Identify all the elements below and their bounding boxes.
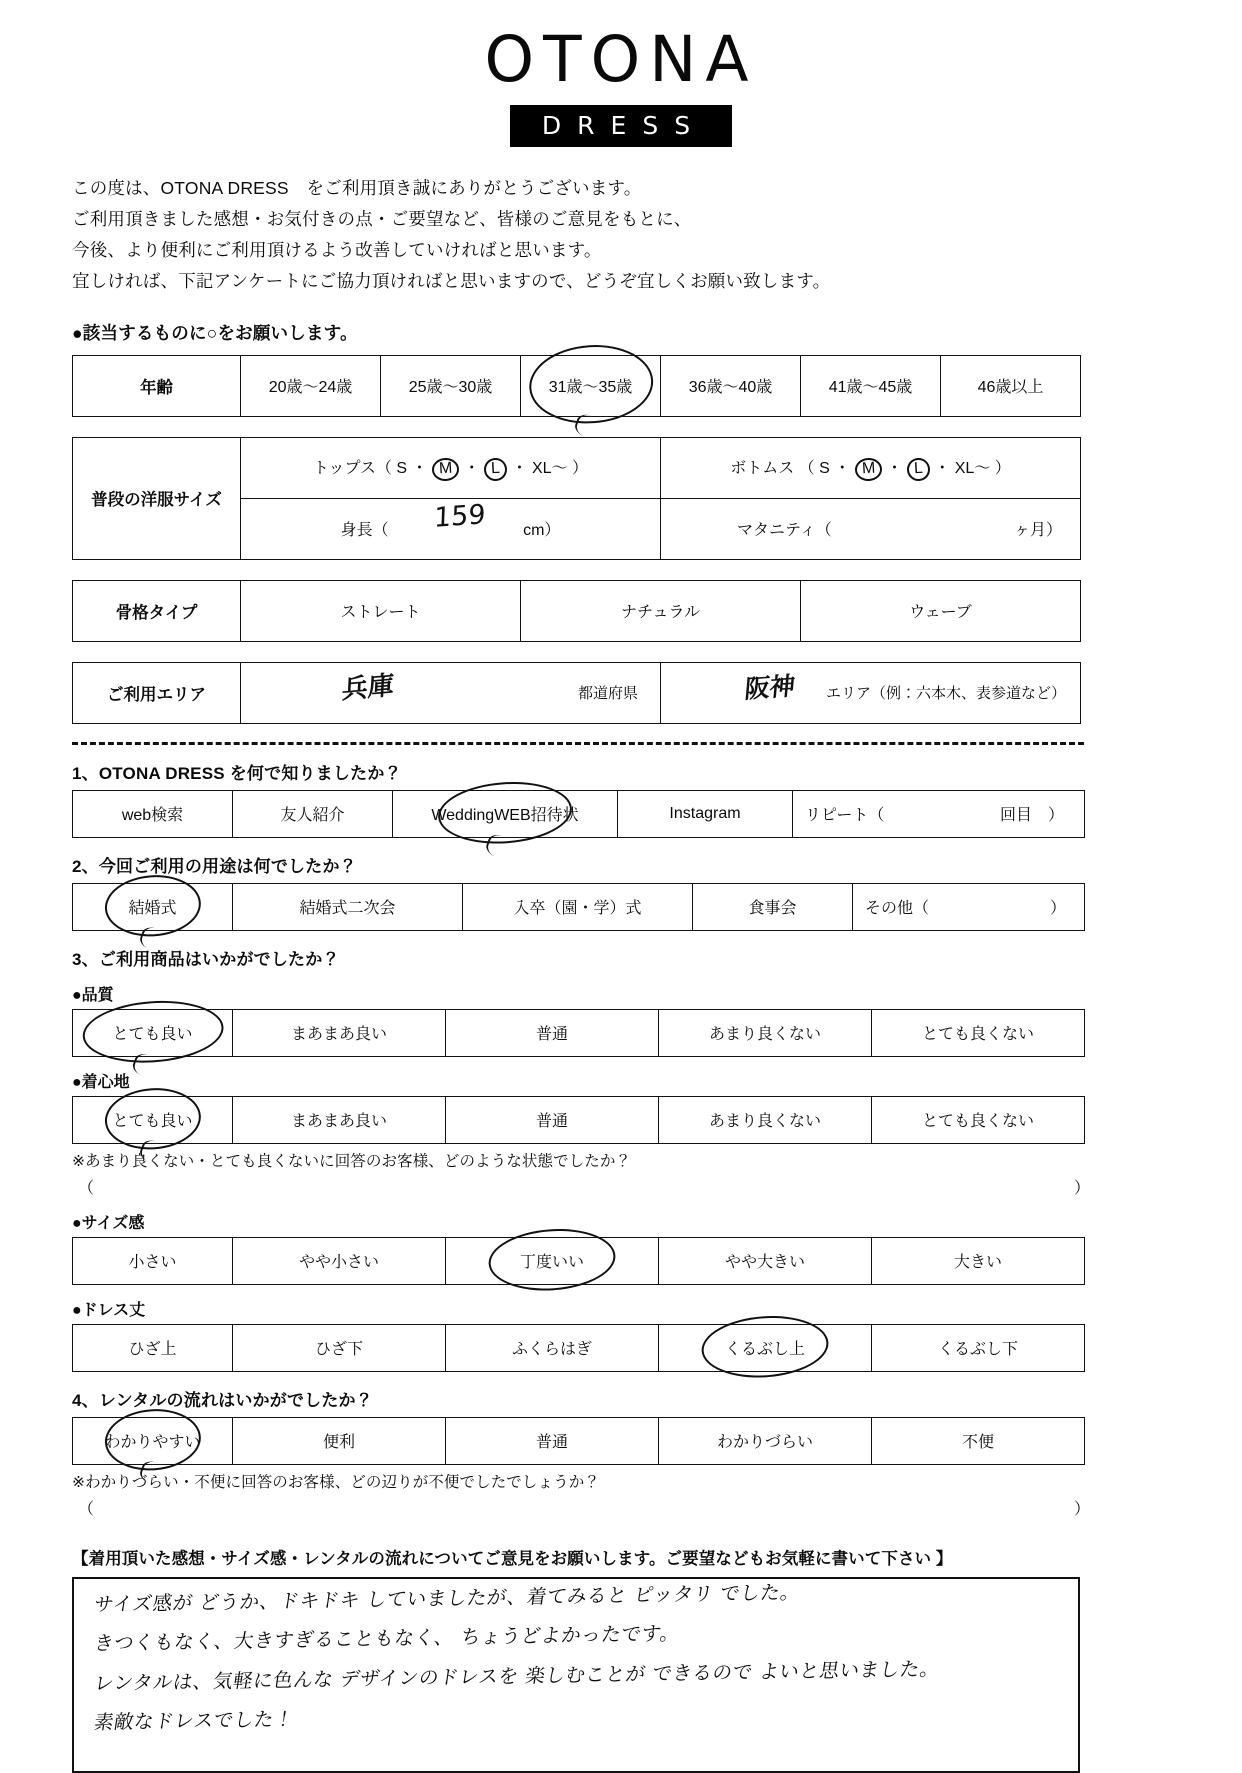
clothing-size-label: 普段の洋服サイズ — [73, 437, 241, 559]
age-option-46-plus[interactable]: 46歳以上 — [941, 355, 1081, 416]
tops-separator: ・ — [463, 459, 480, 477]
prefecture-value: 兵庫 — [340, 670, 395, 705]
height-suffix: cm） — [523, 522, 561, 540]
free-comment-line-3: レンタルは、気軽に色んな デザインのドレスを 楽しむことが できるので よいと思いました。 — [92, 1656, 942, 1695]
skeleton-option-natural[interactable]: ナチュラル — [521, 580, 801, 641]
q4-option-convenient[interactable]: 便利 — [233, 1417, 446, 1464]
length-option-below-knee[interactable]: ひざ下 — [233, 1324, 446, 1371]
height-prefix: 身長（ — [340, 522, 389, 540]
table-row — [73, 1009, 1085, 1056]
table-row — [73, 1096, 1085, 1143]
free-comment-box[interactable] — [72, 1577, 1080, 1773]
length-option-above-ankle[interactable]: くるぶし上 — [659, 1324, 872, 1371]
tops-size-m[interactable]: M — [431, 457, 459, 481]
q3-heading: 3、ご利用商品はいかがでしたか？ — [72, 949, 340, 969]
brand-logo — [0, 0, 1242, 147]
q1-option-instagram[interactable]: Instagram — [618, 790, 793, 837]
age-option-20-24[interactable]: 20歳〜24歳 — [241, 355, 381, 416]
logo-dress-bar: DRESS — [510, 105, 732, 147]
section-divider — [72, 742, 1084, 745]
q2-option-wedding[interactable]: 結婚式 — [73, 883, 233, 930]
q2-option-after-party[interactable]: 結婚式二次会 — [233, 883, 463, 930]
q4-option-hard-to-understand[interactable]: わかりづらい — [659, 1417, 872, 1464]
q1-option-wedding-web-invite[interactable]: WeddingWEB招待状 — [393, 790, 618, 837]
bottoms-size-cell[interactable] — [661, 437, 1081, 498]
q3-fit-table — [72, 1237, 1085, 1285]
fit-option-just-right[interactable]: 丁度いい — [446, 1237, 659, 1284]
table-row — [73, 580, 1081, 641]
intro-line-4: 宜しければ、下記アンケートにご協力頂ければと思いますので、どうぞ宜しくお願い致します。 — [72, 271, 831, 292]
skeleton-option-wave[interactable]: ウェーブ — [801, 580, 1081, 641]
fit-option-slightly-small[interactable]: やや小さい — [233, 1237, 446, 1284]
q2-heading: 2、今回ご利用の用途は何でしたか？ — [72, 856, 357, 876]
height-cell[interactable] — [241, 498, 661, 559]
q4-answer-field[interactable] — [78, 1496, 1090, 1519]
comfort-option-fairly-good[interactable]: まあまあ良い — [233, 1096, 446, 1143]
tops-size-cell[interactable] — [241, 437, 661, 498]
clothing-size-table — [72, 437, 1081, 560]
age-option-31-35[interactable]: 31歳〜35歳 — [521, 355, 661, 416]
q2-option-ceremony[interactable]: 入卒（園・学）式 — [463, 883, 693, 930]
q3-comfort-table — [72, 1096, 1085, 1144]
fit-option-slightly-large[interactable]: やや大きい — [659, 1237, 872, 1284]
tops-prefix: トップス（ S ・ — [313, 459, 428, 477]
q1-option-web-search[interactable]: web検索 — [73, 790, 233, 837]
q3-fit-label: ●サイズ感 — [72, 1214, 145, 1232]
length-option-calf[interactable]: ふくらはぎ — [446, 1324, 659, 1371]
skeleton-type-table — [72, 580, 1081, 642]
quality-option-very-bad[interactable]: とても良くない — [872, 1009, 1085, 1056]
tops-suffix: ・ XL〜 ） — [511, 459, 588, 477]
comfort-option-very-good[interactable]: とても良い — [73, 1096, 233, 1143]
free-comment-line-2: きつくもなく、大きすぎることもなく、 ちょうどよかったです。 — [92, 1621, 682, 1656]
q4-table — [72, 1417, 1085, 1465]
age-table — [72, 355, 1081, 417]
length-option-below-ankle[interactable]: くるぶし下 — [872, 1324, 1085, 1371]
age-option-41-45[interactable]: 41歳〜45歳 — [801, 355, 941, 416]
comfort-option-not-very-good[interactable]: あまり良くない — [659, 1096, 872, 1143]
intro-line-3: 今後、より便利にご利用頂けるよう改善していければと思います。 — [72, 240, 602, 261]
age-label: 年齢 — [73, 355, 241, 416]
q2-table — [72, 883, 1085, 931]
area-value-cell[interactable] — [661, 662, 1081, 723]
quality-option-not-very-good[interactable]: あまり良くない — [659, 1009, 872, 1056]
q3-quality-table — [72, 1009, 1085, 1057]
area-value: 阪神 — [743, 670, 796, 704]
paren-close: ） — [1073, 1500, 1090, 1518]
table-row — [73, 883, 1085, 930]
tops-size-l[interactable]: L — [484, 457, 508, 481]
q2-option-dinner[interactable]: 食事会 — [693, 883, 853, 930]
table-row — [73, 355, 1081, 416]
skeleton-type-label: 骨格タイプ — [73, 580, 241, 641]
free-comment-title: 【着用頂いた感想・サイズ感・レンタルの流れについてご意見をお願いします。ご要望などもお気軽に書いて下さい 】 — [72, 1549, 953, 1568]
intro-line-2: ご利用頂きました感想・お気付きの点・ご要望など、皆様のご意見をもとに、 — [72, 209, 692, 230]
table-row — [73, 1237, 1085, 1284]
intro-paragraph — [72, 173, 1242, 298]
q4-note: ※わかりづらい・不便に回答のお客様、どの辺りが不便でしたでしょうか？ — [72, 1473, 600, 1491]
free-comment-line-4: 素敵なドレスでした！ — [92, 1707, 296, 1734]
bottoms-size-l[interactable]: L — [906, 457, 930, 481]
comfort-option-normal[interactable]: 普通 — [446, 1096, 659, 1143]
q3-comfort-note: ※あまり良くない・とても良くないに回答のお客様、どのような状態でしたか？ — [72, 1152, 632, 1170]
table-row — [73, 790, 1085, 837]
height-value: 159 — [433, 498, 486, 534]
table-row — [73, 662, 1081, 723]
bottoms-size-m[interactable]: M — [854, 457, 882, 481]
quality-option-fairly-good[interactable]: まあまあ良い — [233, 1009, 446, 1056]
logo-otona-text: OTONA — [484, 23, 758, 96]
q4-option-inconvenient[interactable]: 不便 — [872, 1417, 1085, 1464]
maternity-cell[interactable] — [661, 498, 1081, 559]
q1-repeat-suffix: 回目 ） — [999, 807, 1064, 825]
q1-table — [72, 790, 1085, 838]
paren-open: （ — [78, 1500, 95, 1518]
prefecture-suffix: 都道府県 — [577, 685, 638, 703]
q3-length-table — [72, 1324, 1085, 1372]
age-option-36-40[interactable]: 36歳〜40歳 — [661, 355, 801, 416]
intro-line-1: この度は、OTONA DRESS をご利用頂き誠にありがとうございます。 — [72, 178, 642, 198]
area-table — [72, 662, 1081, 724]
q4-option-easy-to-understand[interactable]: わかりやすい — [73, 1417, 233, 1464]
maternity-prefix: マタニティ（ — [737, 522, 832, 540]
age-option-25-30[interactable]: 25歳〜30歳 — [381, 355, 521, 416]
q3-length-label: ●ドレス丈 — [72, 1301, 146, 1319]
area-suffix: エリア（例：六本木、表参道など） — [825, 685, 1066, 703]
skeleton-option-straight[interactable]: ストレート — [241, 580, 521, 641]
q1-heading: 1、OTONA DRESS を何で知りましたか？ — [72, 763, 402, 783]
fit-option-large[interactable]: 大きい — [872, 1237, 1085, 1284]
q1-option-friend-referral[interactable]: 友人紹介 — [233, 790, 393, 837]
paren-close: ） — [1073, 1179, 1090, 1197]
table-row — [73, 1417, 1085, 1464]
lead-instruction: ●該当するものに○をお願いします。 — [72, 322, 358, 343]
area-label: ご利用エリア — [73, 662, 241, 723]
q3-quality-label: ●品質 — [72, 986, 114, 1004]
bottoms-suffix: ・ XL〜 ） — [934, 459, 1011, 477]
q3-comfort-label: ●着心地 — [72, 1073, 130, 1091]
bottoms-prefix: ボトムス （ S ・ — [730, 459, 851, 477]
q1-option-repeat[interactable]: リピート（ 回目 ） — [793, 790, 1085, 837]
table-row — [73, 437, 1081, 498]
q4-heading: 4、レンタルの流れはいかがでしたか？ — [72, 1390, 373, 1410]
q2-other-suffix: ） — [1049, 900, 1066, 918]
fit-option-small[interactable]: 小さい — [73, 1237, 233, 1284]
paren-open: （ — [78, 1179, 95, 1197]
prefecture-cell[interactable] — [241, 662, 661, 723]
length-option-above-knee[interactable]: ひざ上 — [73, 1324, 233, 1371]
bottoms-separator: ・ — [886, 459, 903, 477]
maternity-suffix: ヶ月） — [1013, 522, 1062, 540]
q4-option-normal[interactable]: 普通 — [446, 1417, 659, 1464]
table-row — [73, 1324, 1085, 1371]
q2-option-other[interactable]: その他（ ） — [853, 883, 1085, 930]
free-comment-line-1: サイズ感が どうか、ドキドキ していましたが、着てみると ピッタリ でした。 — [92, 1580, 803, 1616]
q3-comfort-answer-field[interactable] — [78, 1175, 1090, 1198]
quality-option-normal[interactable]: 普通 — [446, 1009, 659, 1056]
comfort-option-very-bad[interactable]: とても良くない — [872, 1096, 1085, 1143]
quality-option-very-good[interactable]: とても良い — [73, 1009, 233, 1056]
